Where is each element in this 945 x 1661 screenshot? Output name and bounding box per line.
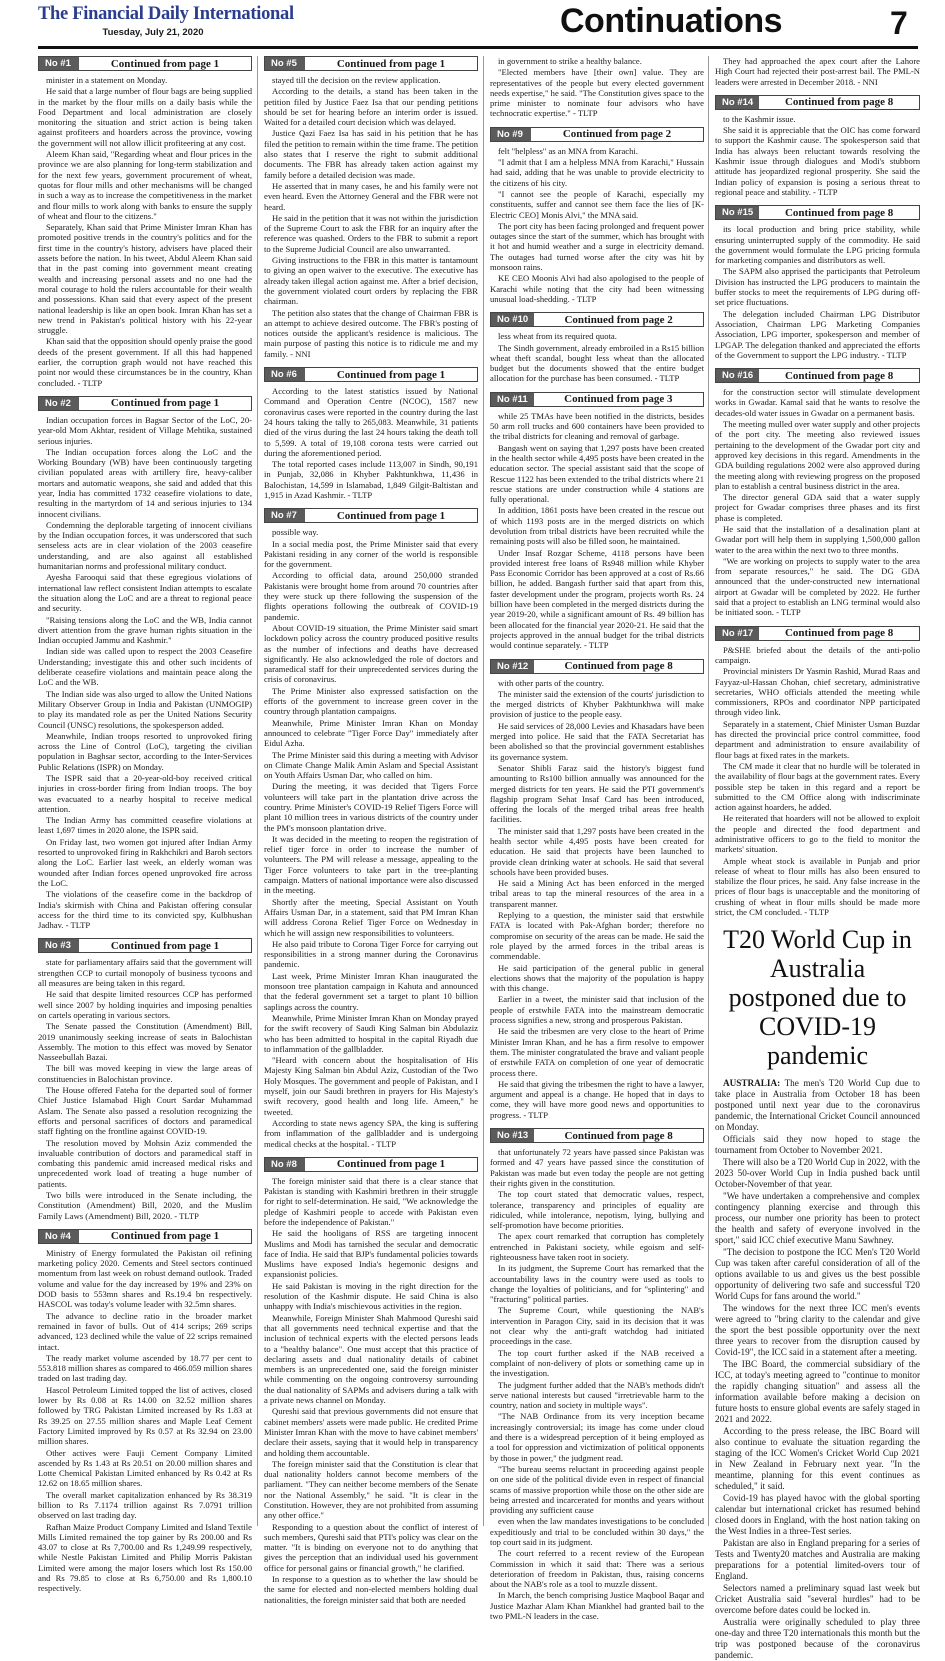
story-paragraph: while 25 TMAs have been notified in the districts, besides 50 arm roll trucks and 600 containers have been provided to the tribal districts for cleaning and removal of garbage. [490, 410, 704, 442]
story-block [715, 205, 920, 360]
story-paragraph: He said that giving the tribesmen the right to have a lawyer, argument and appeal is a change. He hoped that in days to come, they will have more good news and opportunities to progress. - TLTP [490, 1078, 704, 1120]
story-paragraph: The apex court remarked that corruption has completely entrenched in Pakistani society, while egoism and self-righteousness have taken root in society. [490, 1231, 704, 1262]
story-paragraph: possible way. [272, 527, 319, 538]
story-number: No #13 [491, 1129, 534, 1142]
continuation-header [38, 938, 252, 953]
feature-paragraph: Officials said they now hoped to stage the tournament from October to November 2021. [715, 1134, 920, 1156]
story-block [490, 659, 704, 1120]
story-block [264, 56, 478, 359]
story-block [490, 127, 704, 304]
story-number: No #9 [491, 128, 531, 141]
column-1 [38, 56, 252, 1594]
feature-paragraph: Selectors named a preliminary squad last week but Cricket Australia said "several hurdles" had to be overcome before dates could be locked in. [715, 1583, 920, 1616]
continuation-header [715, 368, 920, 383]
story-number: No #12 [491, 660, 534, 673]
story-paragraph: The CM made it clear that no hurdle will be tolerated in the availability of flour bags at the government rates. Every possible step be taken in this regard and a report be submitted to the CM Office along with indiscriminate action against hoarders, he added. [715, 760, 920, 813]
story-paragraph: Meanwhile, Foreign Minister Shah Mahmood Qureshi said that all governments need technical expertise and that the inclusion of technical experts with the elected persons leads to a "healthy balance". One must accept that this practice of declaring assets and dual nationality details of cabinet members is an unprecedented one, said the foreign minister while commenting on the ongoing controversy surrounding the dual nationality of SAPMs and advisers during a talk with a private news channel on Monday. [264, 1312, 478, 1406]
story-paragraph: The violations of the ceasefire come in the backdrop of India's skirmish with China and Pakistan offering consular access for the third time to its convicted spy, Kulbhushan Jadhav. - TLTP [38, 889, 252, 931]
story-paragraph: for the construction sector will stimulate development works in Gwadar. Kamal said that he wants to resolve the decades-old water issues in Gwadar on a permanent basis. [715, 387, 920, 418]
story-paragraph: The foreign minister said that the Constitution is clear that dual nationality holders cannot become members of the parliament. "They can neither become members of the Senate nor the National Assembly," he said. "It is clear in the Constitution. However, they are not prohibited from assuming any other office." [264, 1458, 478, 1521]
continuation-header [490, 392, 704, 407]
story-paragraph: He said services of 28,000 Levies and Khasadars have been merged into police. He said that the FATA Secretariat has been abolished so that the provincial government establishes its governance system. [490, 720, 704, 762]
story-paragraph: that unfortunately 72 years have passed since Pakistan was formed and 47 years have passed since the constitution of Pakistan was made but even today the people are not getting their rights given in the constitution. [490, 1147, 704, 1188]
story-number: No #7 [265, 509, 305, 522]
story-paragraph: Qureshi said that previous governments did not ensure that cabinet members' assets were made public. He credited Prime Minister Imran Khan with the move to have cabinet members' declare their assets, saying that it would help in transparency and holding them accountable. [264, 1406, 478, 1458]
story-paragraph: Other actives were Fauji Cement Company Limited ascended by Rs 1.43 at Rs 20.51 on 20.00 million shares and Lotte Chemical Pakistan Limited enhanced by Rs 0.42 at Rs 12.62 on 18.65 million shares. [38, 1447, 252, 1489]
story-paragraph: "I cannot see the people of Karachi, especially my constituents, suffer and cannot see them face the lies of [K-Electric CEO] Monis Alvi," the MNA said. [490, 188, 704, 220]
story-paragraph: "We are working on projects to supply water to the area from separate resources," he said. The DG GDA announced that the under-constructed new international airport at Gwadar will be completed by 2022. He further said that a project to establish an LNG terminal would also be initiated soon. - TLTP [715, 555, 920, 618]
column-divider [257, 56, 258, 1526]
story-number: No #3 [39, 939, 79, 952]
continued-label: Continued from page 8 [784, 206, 894, 219]
story-number: No #10 [491, 313, 534, 326]
continuation-header [715, 626, 920, 641]
story-block [490, 56, 704, 119]
story-paragraph: The director general GDA said that a water supply project for Gwadar comprises three phases and its first phase is completed. [715, 492, 920, 523]
feature-paragraph: "We have undertaken a comprehensive and complex contingency planning exercise and through this process, our number one priority has been to protect the health and safety of everyone involved in the sport," said ICC chief executive Manu Sawhney. [715, 1191, 920, 1246]
issue-date: Tuesday, July 21, 2020 [102, 27, 204, 38]
story-number: No #1 [39, 57, 79, 70]
feature-lead-paragraph [715, 1078, 920, 1133]
story-paragraph: He said that a large number of flour bags are being supplied in the market by the flour mills on a daily basis while the Food Department and local administration are closely monitoring the situation and strict action is being taken against profiteers and hoarders across the province, vowing the government will not allow illicit profiteering at any cost. [38, 86, 252, 148]
story-paragraph: The SAPM also apprised the participants that Petroleum Division has instructed the LPG producers to maintain the buffer stocks to meet the requirements of LPG during off-set price fluctuations. [715, 266, 920, 308]
story-paragraph: stayed till the decision on the review application. [272, 75, 441, 85]
story-paragraph: Justice Qazi Faez Isa has said in his petition that he has filed the petition to remain within the time frame. The petition also states that I reserve the right to submit additional documents. The FBR has already taken action against my family before a detailed decision was made. [264, 128, 478, 180]
story-paragraph: He asserted that in many cases, he and his family were not even heard. Even the Attorney General and the FBR were not heard. [264, 180, 478, 212]
story-paragraph: The petition also states that the change of Chairman FBR is an attempt to achieve desired outcome. The FBR's posting of notices outside the applicant's residence is malicious. The main purpose of pasting this notice is to ridicule me and my family. - NNI [264, 307, 478, 359]
continued-label: Continued from page 1 [336, 57, 446, 70]
story-block [490, 312, 704, 383]
column-3 [490, 56, 704, 1622]
story-paragraph: She said it is appreciable that the OIC has come forward to support the Kashmir cause. The spokesperson said that India has always been reluctant towards resolving the Kashmir issue through dialogues and Modi's stubborn attitude has jeopardized regional prosperity. She said the Indian policy of expansion is posing a serious threat to regional peace and stability. - TLTP [715, 125, 920, 197]
story-paragraph: The court referred to a recent review of the European Commission in which it said that: There was a serious deterioration of freedom in Pakistan, thus, raising concerns about the NAB's role as a tool to muzzle dissent. [490, 1548, 704, 1590]
page-number: 7 [890, 5, 908, 41]
continued-label: Continued from page 8 [784, 96, 894, 109]
story-paragraph: The bill was moved keeping in view the large areas of constituencies in Balochistan province. [38, 1063, 252, 1084]
continued-label: Continued from page 1 [110, 57, 220, 70]
header-rule [38, 46, 918, 49]
feature-article [715, 925, 920, 1661]
story-block [264, 367, 478, 500]
story-paragraph: In a social media post, the Prime Minister said that every Pakistani residing in any corner of the world is responsible for the government. [264, 538, 478, 570]
story-paragraph: The minister said that 1,297 posts have been created in the health sector while 4,495 posts have been created for education. He said that projects have been launched to provide clean drinking water at schools. He said that several schools have been provided buses. [490, 825, 704, 877]
story-paragraph: He reiterated that hoarders will not be allowed to exploit the people and directed the food department and administrative officers to go to the field to monitor the markets' situation. [715, 813, 920, 855]
story-paragraph: KE CEO Moonis Alvi had also apologised to the people of Karachi while noting that the city had been witnessing unusual load-shedding. - TLTP [490, 273, 704, 304]
story-paragraph: The foreign minister said that there is a clear stance that Pakistan is standing with Kashmiri brethren in their struggle for right to self-determination. He said, "We acknowledge the pledge of Kashmiri people to accede with Pakistan even before the independence of Pakistan." [264, 1175, 478, 1227]
story-paragraph: The advance to decline ratio in the broader market remained in favor of bulls. Out of 414 scrips; 269 scrips advanced, 123 declined while the value of 22 scrips remained intact. [38, 1310, 252, 1352]
story-paragraph: its local production and bring price stability, while ensuring uninterrupted supply of the commodity. He said the government would formulate the LPG pricing formula for marketing companies and distributors as well. [715, 224, 920, 266]
story-paragraph: Meanwhile, Indian troops resorted to unprovoked firing across the Line of Control (LoC), targeting the civilian population in Baghsar sector, according to the Inter-Services Public Relations (ISPR) on Monday. [38, 730, 252, 772]
story-block [715, 626, 920, 918]
story-paragraph: It was decided in the meeting to reopen the registration of relief tiger force in order to increase the number of volunteers. The PM will release a message, appealing to the Tiger Force volunteers to take part in the tree-planting campaign. Matters of national importance were also discussed in the meeting. [264, 833, 478, 896]
story-paragraph: The Sindh government, already embroiled in a Rs15 billion wheat theft scandal, bought less wheat than the allocated budget but the documents showed that the entire budget allocation for the purchase has been consumed. - TLTP [490, 342, 704, 384]
story-paragraph: less wheat from its required quota. [498, 331, 617, 342]
continuation-header [38, 56, 252, 71]
feature-paragraph: According to the press release, the IBC Board will also continue to evaluate the situation regarding the staging of the ICC Women's Cricket World Cup 2021 in New Zealand in February next year. "In the meantime, planning for this event continues as scheduled," it said. [715, 1426, 920, 1492]
continued-label: Continued from page 1 [110, 1230, 220, 1243]
continuation-header [264, 1157, 478, 1172]
feature-paragraph: Pakistan are also in England preparing for a series of Tests and Twenty20 matches and Australia are making preparations for a potential limited-overs tour of England. [715, 1538, 920, 1582]
continued-label: Continued from page 8 [784, 369, 894, 382]
story-paragraph: He said the tribesmen are very close to the heart of Prime Minister Imran Khan, and he has a firm resolve to empower them. The minister congratulated the brave and valiant people of erstwhile FATA on completion of one year of democratic process there. [490, 1026, 704, 1078]
story-number: No #6 [265, 368, 305, 381]
story-paragraph: Ample wheat stock is available in Punjab and prior release of wheat to flour mills has also been ensured to stabilize the flour prices, he said. Any false increase in the prices of flour bags is unacceptable and the monitoring of crushing of wheat in flour mills should be made more strict, the CM concluded. - TLTP [715, 855, 920, 918]
column-divider [483, 56, 484, 1526]
story-paragraph: The Prime Minister also expressed satisfaction on the efforts of the government to increase green cover in the country through plantation campaigns. [264, 685, 478, 717]
story-paragraph: Provincial ministers Dr Yasmin Rashid, Murad Raas and Fayyaz-ul-Hassan Chohan, chief secretary, administrative secretaries, WHO officials attended the meeting while commissioners, RPOs and coordinator NPP participated through video link. [715, 666, 920, 718]
continuation-header [490, 659, 704, 674]
story-paragraph: Last week, Prime Minister Imran Khan inaugurated the monsoon tree plantation campaign in Kahuta and announced that the federal government set a target to plant 10 billion saplings across the country. [264, 970, 478, 1012]
story-number: No #11 [491, 393, 534, 406]
story-paragraph: The resolution moved by Mohsin Aziz commended the invaluable contribution of doctors and paramedical staff in combating this pandemic amid increased medical risks and unprecedented work load of treating a huge number of patients. [38, 1137, 252, 1189]
story-paragraph: About COVID-19 situation, the Prime Minister said smart lockdown policy across the country produced positive results as the number of infections and deaths have decreased significantly. He also acknowledged the role of doctors and paramedical staff for their unprecedented services during the crisis of coronavirus. [264, 622, 478, 685]
story-paragraph: Meanwhile, Prime Minister Imran Khan on Monday prayed for the swift recovery of Saudi King Salman bin Abdulaziz who has been admitted to hospital in the capital Riyadh due to inflammation of the gallbladder. [264, 1012, 478, 1054]
story-block [38, 938, 252, 1220]
continued-label: Continued from page 1 [336, 368, 446, 381]
story-paragraph: Senator Shibli Faraz said the history's biggest fund amounting to Rs100 billion annually was announced for the merged districts for ten years. He said the PTI government's flagship program Sehat Insaf Card has been introduced, offering the locals of the merged tribal areas free health facilities. [490, 762, 704, 825]
story-paragraph: "The bureau seems reluctant in proceeding against people on one side of the political divide even in respect of financial scams of massive proportion while those on the other side are being arrested and incarcerated for months and years without providing any sufficient cause [490, 1463, 704, 1516]
story-block [715, 368, 920, 618]
story-paragraph: "Heard with concern about the hospitalisation of His Majesty King Salman bin Abdul Aziz, Custodian of the Two Holy Mosques. The government and people of Pakistan, and I myself, join our Saudi brethren in prayers for His Majesty's swift recovery, good health and long life. Ameen," he tweeted. [264, 1055, 478, 1117]
story-block [715, 56, 920, 87]
story-paragraph: even when the law mandates investigations to be concluded expeditiously and trial to be concluded within 30 days," the top court said in its judgment. [490, 1516, 704, 1547]
continued-label: Continued from page 1 [336, 509, 446, 522]
story-paragraph: to the Kashmir issue. [723, 113, 796, 124]
story-paragraph: The Supreme Court, while questioning the NAB's intervention in Paragon City, said in its decision that it was not clear why the anti-graft watchdog had initiated proceedings in the case. [490, 1305, 704, 1347]
story-paragraph: The meeting mulled over water supply and other projects of the port city. The meeting also reviewed issues pertaining to the development of the Gwadar port city and approved key decisions in this regard. Amendments in the GDA building regulations 2002 were also approved during the meeting along with reviewing progress on the proposed plan to establish a central business district in the area. [715, 419, 920, 491]
story-paragraph: minister in a statement on Monday. [46, 75, 168, 85]
feature-paragraph: The windows for the next three ICC men's events were agreed to "bring clarity to the calendar and give the sport the best possible opportunity over the next three years to recover from the disruption caused by Covid-19", the ICC said in a statement after a meeting. [715, 1303, 920, 1358]
story-paragraph: Earlier in a tweet, the minister said that inclusion of the people of erstwhile FATA into the mainstream democratic process signifies a new, strong and prosperous Pakistan. [490, 994, 704, 1026]
story-paragraph: P&SHE briefed about the details of the anti-polio campaign. [715, 644, 920, 665]
story-paragraph: They had approached the apex court after the Lahore High Court had rejected their post-arrest bail. The PML-N leaders were arrested in December 2018. - NNI [715, 56, 920, 87]
feature-paragraph: Australia were originally scheduled to play three one-day and three T20 internationals this month but the trip was postponed because of the coronavirus pandemic. [715, 1617, 920, 1661]
story-paragraph: Meanwhile, Prime Minister Imran Khan on Monday announced to celebrate "Tiger Force Day" immediately after Eidul Azha. [264, 717, 478, 749]
column-2 [264, 56, 478, 1605]
story-paragraph: The Indian Army has committed ceasefire violations at least 1,697 times in 2020 alone, the ISPR said. [38, 815, 252, 836]
feature-paragraph: "The decision to postpone the ICC Men's T20 World Cup was taken after careful consideration of all of the options available to us and gives us the best possible opportunity of delivering two safe and successful T20 World Cups for fans around the world." [715, 1247, 920, 1302]
continued-label: Continued from page 1 [110, 397, 220, 410]
story-paragraph: He said that the installation of a desalination plant at Gwadar port will help them in supplying 1,500,000 gallon water to the area within the next two to three months. [715, 523, 920, 555]
continuation-header [490, 127, 704, 142]
feature-paragraph: Covid-19 has played havoc with the global sporting calendar but international cricket has resumed behind closed doors in England, with the host nation taking on the West Indies in a three-Test series. [715, 1493, 920, 1537]
story-paragraph: In response to a question as to whether the law should be the same for elected and non-elected members holding dual nationalities, the foreign minister said that both are needed [264, 1574, 478, 1605]
continued-label: Continued from page 1 [336, 1158, 446, 1171]
story-paragraph: The Indian occupation forces along the LoC and the Working Boundary (WB) have been continuously targeting civilian populated areas with artillery fire, heavy-caliber mortars and automatic weapons, she said and added that this year, India has committed 1732 ceasefire violations to date, resulting in the martyrdom of 14 and serious injuries to 134 innocent civilians. [38, 446, 252, 519]
story-number: No #2 [39, 397, 79, 410]
story-paragraph: During the meeting, it was decided that Tigers Force volunteers will take part in the plantation drive across the country. Prime Minister's COVID-19 Relief Tigers Force will plant 10 million trees in various districts of the country under the PM's monsoon plantation drive. [264, 781, 478, 833]
paper-name: The Financial Daily International [38, 4, 294, 24]
story-paragraph: Ayesha Farooqui said that these egregious violations of international law reflect consistent Indian attempts to escalate the situation along the LoC and are a threat to regional peace and security. [38, 572, 252, 614]
story-paragraph: Two bills were introduced in the Senate including, the Constitution (Amendment) Bill, 2020, and the Muslim Family Laws (Amendment) Bill, 2020. - TLTP [38, 1189, 252, 1221]
story-number: No #15 [716, 206, 759, 219]
story-paragraph: He said Pakistan is moving in the right direction for the resolution of the Kashmir dispute. He said China is also unhappy with India's mischievous activities in the region. [264, 1280, 478, 1312]
column-divider [708, 56, 709, 1526]
story-paragraph: According to state news agency SPA, the king is suffering from inflammation of the gallbladder and is undergoing medical checks at the hospital. - TLTP [264, 1117, 478, 1149]
feature-paragraph: The IBC Board, the commercial subsidiary of the ICC, at today's meeting agreed to "continue to monitor the rapidly changing situation" and assess all the information available before making a decision on future hosts to ensure global events are safely staged in 2021 and 2022. [715, 1359, 920, 1425]
story-paragraph: The ready market volume ascended by 18.77 per cent to 553.818 million shares as compared to 466.059 million shares traded on last trading day. [38, 1352, 252, 1384]
story-paragraph: "I admit that I am a helpless MNA from Karachi," Hussain had said, adding that he was unable to provide electricity to the citizens of his city. [490, 157, 704, 188]
continued-label: Continued from page 3 [564, 393, 673, 406]
story-paragraph: The Prime Minister said this during a meeting with Advisor on Climate Change Malik Amin Aslam and Special Assistant on Youth Affairs Usman Dar, who called on him. [264, 749, 478, 781]
story-paragraph: "Elected members have [their own] value. They are representatives of the people but every elected government needs expertise," he said. "The Constitution gives space to the prime minister to nominate four advisors who have technocratic expertise." - TLTP [490, 67, 704, 119]
continuation-header [38, 1229, 252, 1244]
story-paragraph: According to official data, around 250,000 stranded Pakistanis were brought home from around 70 countries after they were stuck up there following the suspension of the flights operations following the outbreak of COVID-19 pandemic. [264, 570, 478, 622]
story-paragraph: He said in the petition that it was not within the jurisdiction of the Supreme Court to ask the FBR for an inquiry after the reference was quashed. Orders to the FBR to submit a report to the Supreme Judicial Council are also unwarranted. [264, 212, 478, 254]
story-block [490, 1128, 704, 1621]
story-block [264, 508, 478, 1149]
story-paragraph: He also paid tribute to Corona Tiger Force for carrying out responsibilities in a strong manner during the Coronavirus pandemic. [264, 938, 478, 970]
story-number: No #17 [716, 627, 759, 640]
story-paragraph: Hascol Petroleum Limited topped the list of actives, closed lower by Rs 0.08 at Rs 14.00 on 32.52 million shares followed by TRG Pakistan Limited increased by Rs 1.83 at Rs 39.25 on 27.55 million shares and Maple Leaf Cement Factory Limited improved by Rs 0.57 at Rs 32.94 on 23.00 million shares. [38, 1384, 252, 1447]
story-paragraph: On Friday last, two women got injured after Indian Army resorted to unprovoked firing in Rakhchikri and Baroh sectors along the LoC. Earlier last week, an elderly woman was wounded after Indian forces opened unprovoked fire across the LoC. [38, 836, 252, 888]
continuation-header [490, 312, 704, 327]
continued-label: Continued from page 8 [564, 1129, 673, 1142]
story-paragraph: Separately in a statement, Chief Minister Usman Buzdar has directed the provincial price control committee, food department and administration to ensure availability of flour bags at fixed rates in the markets. [715, 718, 920, 760]
story-paragraph: Aleem Khan said, "Regarding wheat and flour prices in the province we are also planning for long-term stabilization and for the next few years, government procurement of wheat, quotas for flour mills and other mechanisms will be changed in such a way as to increase the competitiveness in the market and flour mills to work along with banks to ensure the supply of wheat and flour to the citizens." [38, 149, 252, 221]
story-paragraph: Indian side was called upon to respect the 2003 Ceasefire Understanding; investigate this and other such incidents of deliberate ceasefire violations and maintain peace along the LoC and the WB. [38, 646, 252, 688]
feature-paragraph: There will also be a T20 World Cup in 2022, with the 2023 50-over World Cup in India pushed back until October-November of that year. [715, 1157, 920, 1190]
story-paragraph: Under Insaf Rozgar Scheme, 4118 persons have been provided interest free loans of Rs948 million while Khyber Pass Economic Corridor has been approved at a cost of Rs.66 billion, he added. Bangash further said that apart from this, faster development under the program, projects worth Rs. 24 billion have been completed in the merged districts during the year 2019-20, while a significant amount of Rs. 49 billion has been allocated for the financial year 2020-21. He said that the projects approved in the annual budget for the tribal districts would continue separately. - TLTP [490, 547, 704, 651]
story-paragraph: The Indian side was also urged to allow the United Nations Military Observer Group in India and Pakistan (UNMOGIP) to play its mandated role as per the United Nations Security Council (UNSC) resolutions, the spokesperson added. [38, 688, 252, 730]
story-paragraph: "The NAB Ordinance from its very inception became increasingly controversial; its image has come under cloud and there is a widespread perception of it being employed as a tool for oppression and victimization of political opponents by those in power," the judgment read. [490, 1411, 704, 1463]
story-block [38, 1229, 252, 1594]
continuation-header [715, 95, 920, 110]
story-paragraph: state for parliamentary affairs said that the government will strengthen CCP to curtail monopoly of business tycoons and all measures are being taken in this regard. [38, 957, 252, 989]
story-number: No #5 [265, 57, 305, 70]
story-paragraph: He said the hooligans of RSS are targeting innocent Muslims and Modi has tarnished the secular and democratic face of India. He said that BJP's fundamental policies towards Muslims have exposed India's hegemonic designs and expansionist policies. [264, 1228, 478, 1280]
story-paragraph: The Senate passed the Constitution (Amendment) Bill, 2019 unanimously seeking increase of seats in Balochistan Assembly. The motion to this effect was moved by Senator Nasseebullah Bazai. [38, 1021, 252, 1063]
story-paragraph: The House offered Fateha for the departed soul of former Chief Justice Islamabad High Court Sardar Muhammad Aslam. The Senate also passed a resolution recognizing the efforts and personal sacrifices of doctors and paramedical staff fighting on the frontline against COVID-19. [38, 1085, 252, 1137]
feature-headline: T20 World Cup in Australia postponed due to COVID-19 pandemic [723, 925, 912, 1071]
continuation-header [38, 396, 252, 411]
masthead [38, 4, 294, 38]
story-paragraph: Rafhan Maize Product Company Limited and Island Textile Mills Limited remained the top gainer by Rs 200.00 and Rs 43.07 to close at Rs 7,700.00 and Rs 1,249.99 respectively, while Nestle Pakistan Limited and Philip Morris Pakistan Limited were among the major losers which lost Rs 150.00 and Rs 79.85 to close at Rs 6,750.00 and Rs 1,800.10 respectively. [38, 1521, 252, 1594]
story-paragraph: In March, the bench comprising Justice Maqbool Baqar and Justice Mazhar Alam Khan Miankhel had granted bail to the two PML-N leaders in the case. [490, 1590, 704, 1622]
story-paragraph: The delegation included Chairman LPG Distributor Association, Chairman LPG Marketing Companies Association, LPG importer, spokesperson and member of LPGAP. The delegation thanked and appreciated the efforts of the Government to support the LPG industry. - TLTP [715, 308, 920, 360]
story-paragraph: The port city has been facing prolonged and frequent power outages since the start of the summer, which has brought with it hot and humid weather and a surge in electricity demand. The outages had turned worse after the city was hit by monsoon rains. [490, 220, 704, 273]
continued-label: Continued from page 2 [562, 128, 672, 141]
story-paragraph: He said participation of the general public in general elections shows that the majority of the population is happy with this change. [490, 962, 704, 994]
story-paragraph: Ministry of Energy formulated the Pakistan oil refining marketing policy 2020. Cements and Steel sectors continued momentum from last week on robust demand outlook. Traded volume and value for the day increased by 19% and 23% on DOD basis to 553mn shares and Rs.19.4 bn respectively. HASCOL was today's volume leader with 32.5mn shares. [38, 1247, 252, 1310]
story-block [490, 392, 704, 651]
story-number: No #16 [716, 369, 759, 382]
continued-label: Continued from page 1 [110, 939, 220, 952]
story-paragraph: According to the latest statistics issued by National Command and Operation Centre (NCOC), 1587 new coronavirus cases were reported in the country during the last 24 hours taking the tally to 265,083. Meanwhile, 31 patients died of the virus during the last 24 hours taking the death toll to 5,599. A total of 19,108 corona tests were carried out during the aforementioned period. [264, 386, 478, 458]
story-paragraph: The minister said the extension of the courts' jurisdiction to the merged districts of Khyber Pakhtunkhwa will make provision of justice to the people easy. [490, 688, 704, 720]
story-number: No #14 [716, 96, 759, 109]
story-paragraph: Responding to a question about the conflict of interest of such members, Qureshi said that PTI's policy was clear on the matter. "It is binding on everyone not to do anything that gives the perception that an individual used his government office for personal gains or financial growth," he clarified. [264, 1521, 478, 1573]
section-title: Continuations [560, 2, 783, 40]
story-paragraph: Condemning the deplorable targeting of innocent civilians by the Indian occupation forces, it was underscored that such senseless acts are in clear violation of the 2003 ceasefire understanding, and are also against all established humanitarian norms and professional military conduct. [38, 519, 252, 572]
story-paragraph: Shortly after the meeting, Special Assistant on Youth Affairs Usman Dar, in a statement, said that PM Imran Khan will address Corona Relief Tiger Force on Wednesday in which he will assign new responsibilities to volunteers. [264, 896, 478, 938]
story-paragraph: The top court stated that democratic values, respect, tolerance, transparency and principles of equality are ridiculed, while intolerance, nepotism, lying, bullying and self-promotion have become priorities. [490, 1189, 704, 1231]
continuation-header [715, 205, 920, 220]
story-paragraph: The ISPR said that a 20-year-old-boy received critical injuries in cross-border firing from Indian troops. The boy was evacuated to a nearby hospital to receive medical attention. [38, 773, 252, 814]
continued-label: Continued from page 2 [564, 313, 673, 326]
story-paragraph: Khan said that the opposition should openly praise the good deeds of the present government. If all this had happened earlier, the corruption graph would not have reached this point nor would these circumstances be in the country, Khan concluded. - TLTP [38, 336, 252, 388]
continuation-header [264, 367, 478, 382]
story-paragraph: "Raising tensions along the LoC and the WB, India cannot divert attention from the grave human rights situation in the Indian occupied Jammu and Kashmir." [38, 614, 252, 646]
story-paragraph: The judgment further added that the NAB's methods didn't serve national interests but caused "irretrievable harm to the country, nation and society in multiple ways". [490, 1379, 704, 1411]
story-paragraph: In its judgment, the Supreme Court has remarked that the accountability laws in the country were used as tools to change the loyalties of politicians, and for "splintering" and "fracturing" political parties. [490, 1263, 704, 1305]
story-paragraph: He said that despite limited resources CCP has performed well since 2007 by holding inquiries and imposing penalties on cartels operating in various sectors. [38, 989, 252, 1020]
story-paragraph: Giving instructions to the FBR in this matter is tantamount to giving an open waiver to the executive. The executive has already taken illegal action against me. After a brief decision, the government violated court orders by replacing the FBR chairman. [264, 255, 478, 307]
dateline: AUSTRALIA: [723, 1078, 781, 1089]
continuation-header [264, 508, 478, 523]
story-paragraph: Separately, Khan said that Prime Minister Imran Khan has promoted positive trends in the country's politics and for the first time in the country's history, advisers have placed their assets before the nation. In his tweet, Abdul Aleem Khan said that in the past coming into government meant creating wealth and increasing personal assets and no one had the moral courage to hold the rulers accountable for their wealth and possessions. Khan said that every aspect of the present national leadership is like an open book. Imran Khan has set a new trend in Pakistan's political history with his 22-year struggle. [38, 222, 252, 336]
story-block [38, 56, 252, 388]
continuation-header [264, 56, 478, 71]
story-paragraph: with other parts of the country. [498, 677, 604, 688]
lead-text: The men's T20 World Cup due to take place in Australia from October 18 has been postponed until next year due to the coronavirus pandemic, the International Cricket Council announced on Monday. [715, 1078, 920, 1133]
story-paragraph: in government to strike a healthy balance. [498, 56, 642, 66]
story-paragraph: Replying to a question, the minister said that erstwhile FATA is located with Pak-Afghan border; therefore no compromise on security of the areas can be made. He said the role played by the armed forces in the tribal areas is commendable. [490, 910, 704, 962]
story-block [38, 396, 252, 931]
column-4 [715, 56, 920, 1661]
story-paragraph: Indian occupation forces in Bagsar Sector of the LoC, 20-year-old Mom Akhtar, resident of Village Mehtika, sustained serious injuries. [38, 414, 252, 446]
continuation-header [490, 1128, 704, 1143]
story-paragraph: According to the details, a stand has been taken in the petition filed by Justice Faez Isa that our pending petitions should be set for hearing before an interim order is issued. Waited for a detailed court decision which was delayed. [264, 86, 478, 128]
story-paragraph: The total reported cases include 113,007 in Sindh, 90,191 in Punjab, 32,086 in Khyber Pakhtunkhwa, 11,436 in Balochistan, 14,599 in Islamabad, 1,849 Gilgit-Baltistan and 1,915 in Azad Kashmir. - TLTP [264, 459, 478, 500]
story-block [264, 1157, 478, 1605]
continued-label: Continued from page 8 [564, 660, 673, 673]
story-paragraph: The overall market capitalization enhanced by Rs 38.319 billion to Rs 7.1174 trillion against Rs 7.0791 trillion observed on last trading day. [38, 1489, 252, 1521]
story-paragraph: The top court further asked if the NAB received a complaint of non-delivery of plots or something came up in the investigation. [490, 1347, 704, 1379]
story-paragraph: He said a Mining Act has been enforced in the merged tribal areas to tap the mineral resources of the area in a transparent manner. [490, 878, 704, 909]
story-paragraph: Bangash went on saying that 1,297 posts have been created in the health sector while 4,495 posts have been created in the education sector. The special assistant said that the scope of Rescue 1122 has been extended to the tribal districts where 21 rescue stations are under construction while 4 stations are fully operational. [490, 442, 704, 505]
story-paragraph: felt "helpless" as an MNA from Karachi. [498, 145, 638, 156]
story-paragraph: In addition, 1861 posts have been created in the rescue out of which 1193 posts are in the merged districts on which devolution from tribal districts have been recruited while the remaining posts will also be filled soon, he maintained. [490, 505, 704, 547]
story-number: No #8 [265, 1158, 305, 1171]
continued-label: Continued from page 8 [784, 627, 894, 640]
story-block [715, 95, 920, 197]
story-number: No #4 [39, 1230, 79, 1243]
